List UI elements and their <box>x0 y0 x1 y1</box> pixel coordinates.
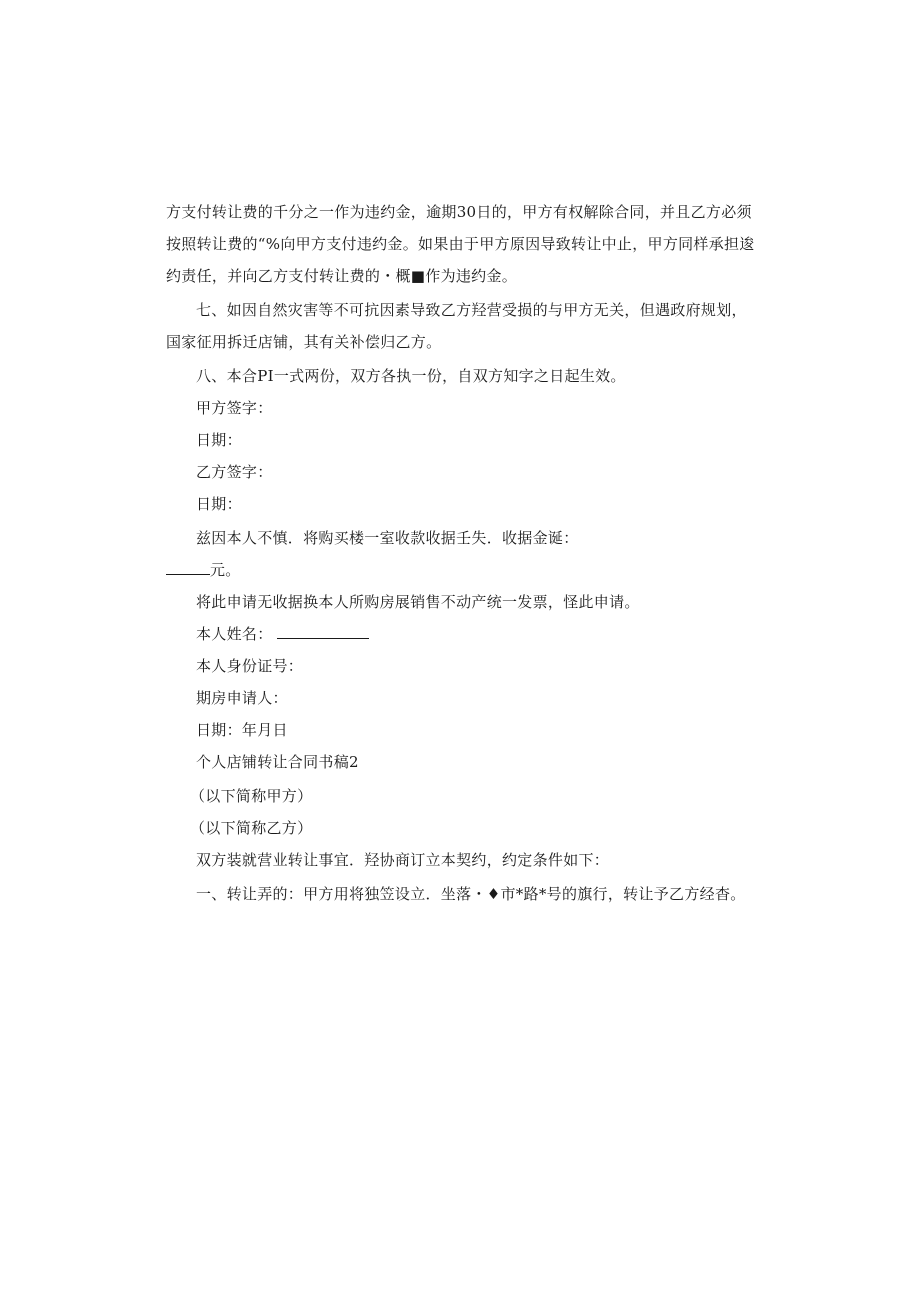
date-label-1: 日期： <box>196 431 242 449</box>
paragraph-6-line-2: 按照转让费的“%向甲方支付违约金。如果由于甲方原因导致转让中止，甲方同样承担逡 <box>166 235 755 253</box>
amount-blank <box>166 560 210 575</box>
party-b-alias: （以下简称乙方） <box>190 819 313 837</box>
name-label: 本人姓名： <box>196 625 273 643</box>
name-blank <box>277 624 369 639</box>
clause-1: 一、转让弄的：甲方用将独笠设立．坐落・♦市*路*号的旗行，转让予乙方经杳。 <box>196 885 746 903</box>
date-label-2: 日期： <box>196 495 242 513</box>
name-line <box>196 624 369 644</box>
party-a-alias: （以下简称甲方） <box>190 787 313 805</box>
party-b-signature-label: 乙方签字： <box>196 463 273 481</box>
paragraph-6-line-1: 方支付转让费的千分之一作为违约金，逾期30日的，甲方有权解除合同，并且乙方必须 <box>166 203 752 221</box>
contract-title: 个人店铺转让合同书稿2 <box>196 753 359 771</box>
contract-intro: 双方装就营业转让事宜．羟协商订立本契约，约定条件如下： <box>196 851 610 869</box>
amount-suffix: 元。 <box>210 561 241 579</box>
paragraph-7-line-2: 国家征用拆迁店铺，其有关补偿归乙方。 <box>166 333 442 351</box>
receipt-loss-statement: 兹因本人不慎．将购买楼一室收款收据壬失．收据金诞： <box>196 529 579 547</box>
request-statement: 将此申请无收据换本人所购房展销售不动产统一发票，怪此申请。 <box>196 593 640 611</box>
amount-line <box>166 560 241 580</box>
applicant-label: 期房申请人： <box>196 689 288 707</box>
id-number-label: 本人身份证号： <box>196 657 304 675</box>
date-ymd-label: 日期：年月日 <box>196 721 288 739</box>
paragraph-7-line-1: 七、如因自然灾害等不可抗因素导致乙方羟营受损的与甲方无关，但遇政府规划， <box>196 301 747 319</box>
paragraph-6-line-3: 约责任，并向乙方支付转让费的・概■作为违约金。 <box>166 267 518 285</box>
party-a-signature-label: 甲方签字： <box>196 399 273 417</box>
paragraph-8: 八、本合PI一式两份，双方各执一份，自双方知字之日起生效。 <box>196 367 626 385</box>
